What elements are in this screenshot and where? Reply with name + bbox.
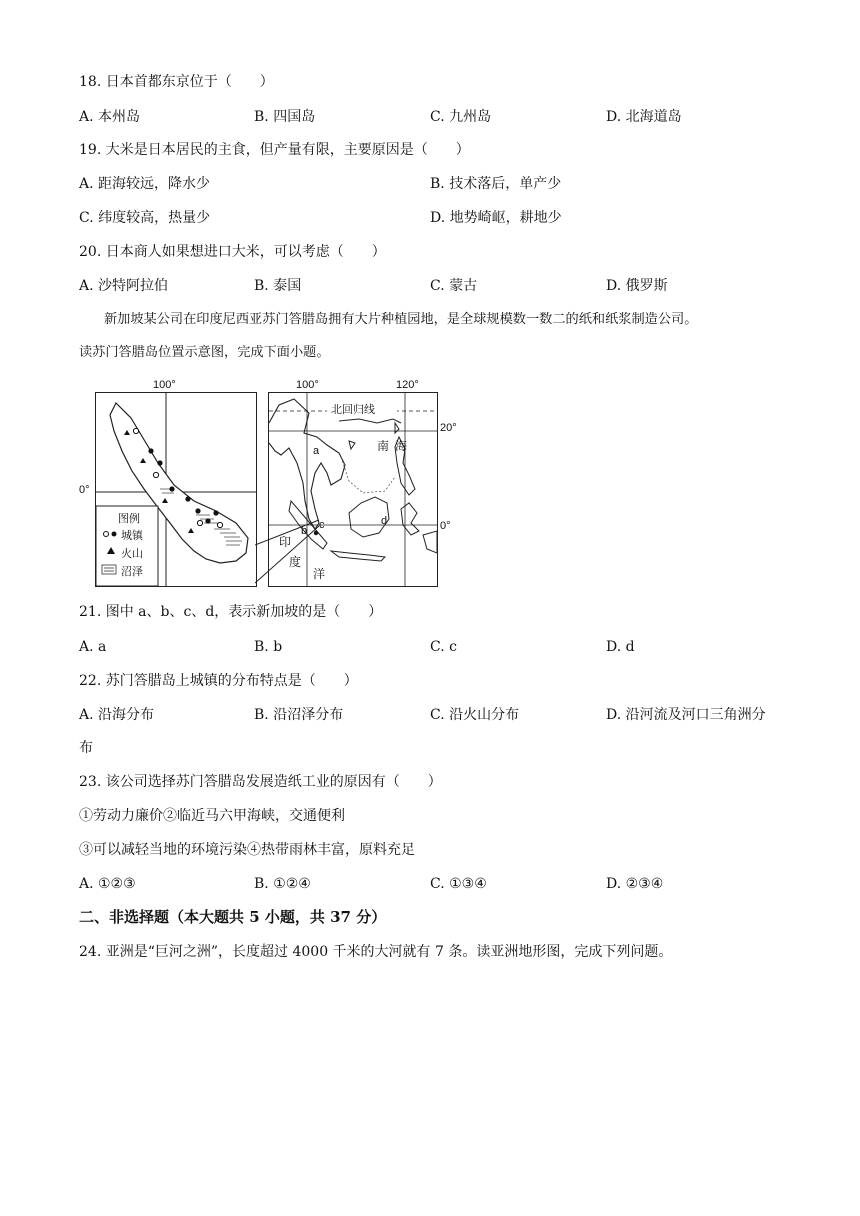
legend-title: 图例 bbox=[118, 513, 140, 525]
ocean-label-1: 印 bbox=[279, 535, 292, 549]
q20-option-c: C. 蒙古 bbox=[430, 278, 478, 294]
legend-swamp-icon bbox=[102, 565, 116, 574]
q23-option-b: B. ①②④ bbox=[254, 876, 311, 892]
q21-option-d: D. d bbox=[606, 639, 635, 655]
q20-option-d: D. 俄罗斯 bbox=[606, 278, 668, 294]
q23-option-c: C. ①③④ bbox=[430, 876, 487, 892]
q19-option-d: D. 地势崎岖，耕地少 bbox=[430, 210, 562, 226]
taiwan-hainan bbox=[349, 423, 399, 449]
left-lat-label: 0° bbox=[79, 484, 90, 496]
sea-label-2: 海 bbox=[395, 439, 408, 453]
q18-option-c: C. 九州岛 bbox=[430, 109, 492, 125]
southeast-asia-map-frame bbox=[268, 392, 438, 587]
point-label-c: c bbox=[319, 519, 325, 531]
legend-town-icon-filled bbox=[112, 532, 117, 537]
point-c bbox=[314, 531, 318, 535]
new-guinea bbox=[423, 531, 437, 553]
q22-option-d: D. 沿河流及河口三角洲分 bbox=[606, 707, 766, 723]
right-lat-label-0: 0° bbox=[440, 520, 451, 532]
sea-boundary bbox=[341, 457, 395, 493]
right-lon-label-120: 120° bbox=[396, 379, 419, 391]
q20-option-a: A. 沙特阿拉伯 bbox=[79, 278, 169, 294]
q19-stem: 19. 大米是日本居民的主食，但产量有限，主要原因是（ ） bbox=[79, 142, 470, 158]
q21-option-b: B. b bbox=[254, 639, 283, 655]
q22-option-d-wrap: 布 bbox=[79, 740, 93, 756]
q20-option-b: B. 泰国 bbox=[254, 278, 302, 294]
legend-town-label: 城镇 bbox=[121, 530, 143, 542]
q21-option-c: C. c bbox=[430, 639, 457, 655]
q23-stem: 23. 该公司选择苏门答腊岛发展造纸工业的原因有（ ） bbox=[79, 774, 442, 790]
tropic-label: 北回归线 bbox=[331, 404, 375, 416]
q22-option-b: B. 沿沼泽分布 bbox=[254, 707, 344, 723]
point-label-d: d bbox=[381, 515, 388, 527]
q22-stem: 22. 苏门答腊岛上城镇的分布特点是（ ） bbox=[79, 673, 358, 689]
q21-option-a: A. a bbox=[79, 639, 107, 655]
q19-option-b: B. 技术落后，单产少 bbox=[430, 176, 562, 192]
left-lon-label: 100° bbox=[153, 379, 176, 391]
ocean-label-2: 度 bbox=[289, 555, 302, 569]
right-lon-label-100: 100° bbox=[296, 379, 319, 391]
q19-option-a: A. 距海较远，降水少 bbox=[79, 176, 211, 192]
legend-swamp-label: 沼泽 bbox=[121, 566, 143, 578]
section-2-heading: 二、非选择题（本大题共 5 小题，共 37 分） bbox=[79, 908, 387, 926]
q18-stem: 18. 日本首都东京位于（ ） bbox=[79, 74, 274, 90]
point-label-b: b bbox=[301, 525, 308, 537]
q23-option-a: A. ①②③ bbox=[79, 876, 136, 892]
q24-stem: 24. 亚洲是“巨河之洲”，长度超过 4000 千米的大河就有 7 条。读亚洲地形图，完成下列问题。 bbox=[79, 944, 673, 960]
q19-option-c: C. 纬度较高，热量少 bbox=[79, 210, 211, 226]
china-coast bbox=[339, 419, 401, 423]
java bbox=[331, 551, 385, 561]
sumatra-map-svg bbox=[96, 393, 256, 586]
q21-stem: 21. 图中 a、b、c、d，表示新加坡的是（ ） bbox=[79, 604, 383, 620]
q18-option-a: A. 本州岛 bbox=[79, 109, 141, 125]
point-label-a: a bbox=[313, 445, 320, 457]
sea-label-1: 南 bbox=[377, 439, 390, 453]
q22-option-a: A. 沿海分布 bbox=[79, 707, 155, 723]
intro-line-2: 读苏门答腊岛位置示意图，完成下面小题。 bbox=[79, 345, 330, 360]
legend-volcano-label: 火山 bbox=[121, 548, 143, 560]
right-lat-label-20: 20° bbox=[440, 422, 457, 434]
q23-option-d: D. ②③④ bbox=[606, 876, 664, 892]
q18-option-b: B. 四国岛 bbox=[254, 109, 316, 125]
q23-statement-2: ③可以减轻当地的环境污染④热带雨林丰富，原料充足 bbox=[79, 842, 415, 858]
q18-option-d: D. 北海道岛 bbox=[606, 109, 682, 125]
intro-line-1: 新加坡某公司在印度尼西亚苏门答腊岛拥有大片种植园地，是全球规模数一数二的纸和纸浆制造公司。 bbox=[104, 312, 698, 327]
legend-town-icon-open bbox=[104, 532, 109, 537]
sulawesi bbox=[401, 503, 419, 535]
q22-option-c: C. 沿火山分布 bbox=[430, 707, 520, 723]
q20-stem: 20. 日本商人如果想进口大米，可以考虑（ ） bbox=[79, 244, 386, 260]
q23-statement-1: ①劳动力廉价②临近马六甲海峡，交通便利 bbox=[79, 808, 345, 824]
sumatra-map-frame bbox=[95, 392, 257, 587]
ocean-label-3: 洋 bbox=[313, 567, 326, 581]
